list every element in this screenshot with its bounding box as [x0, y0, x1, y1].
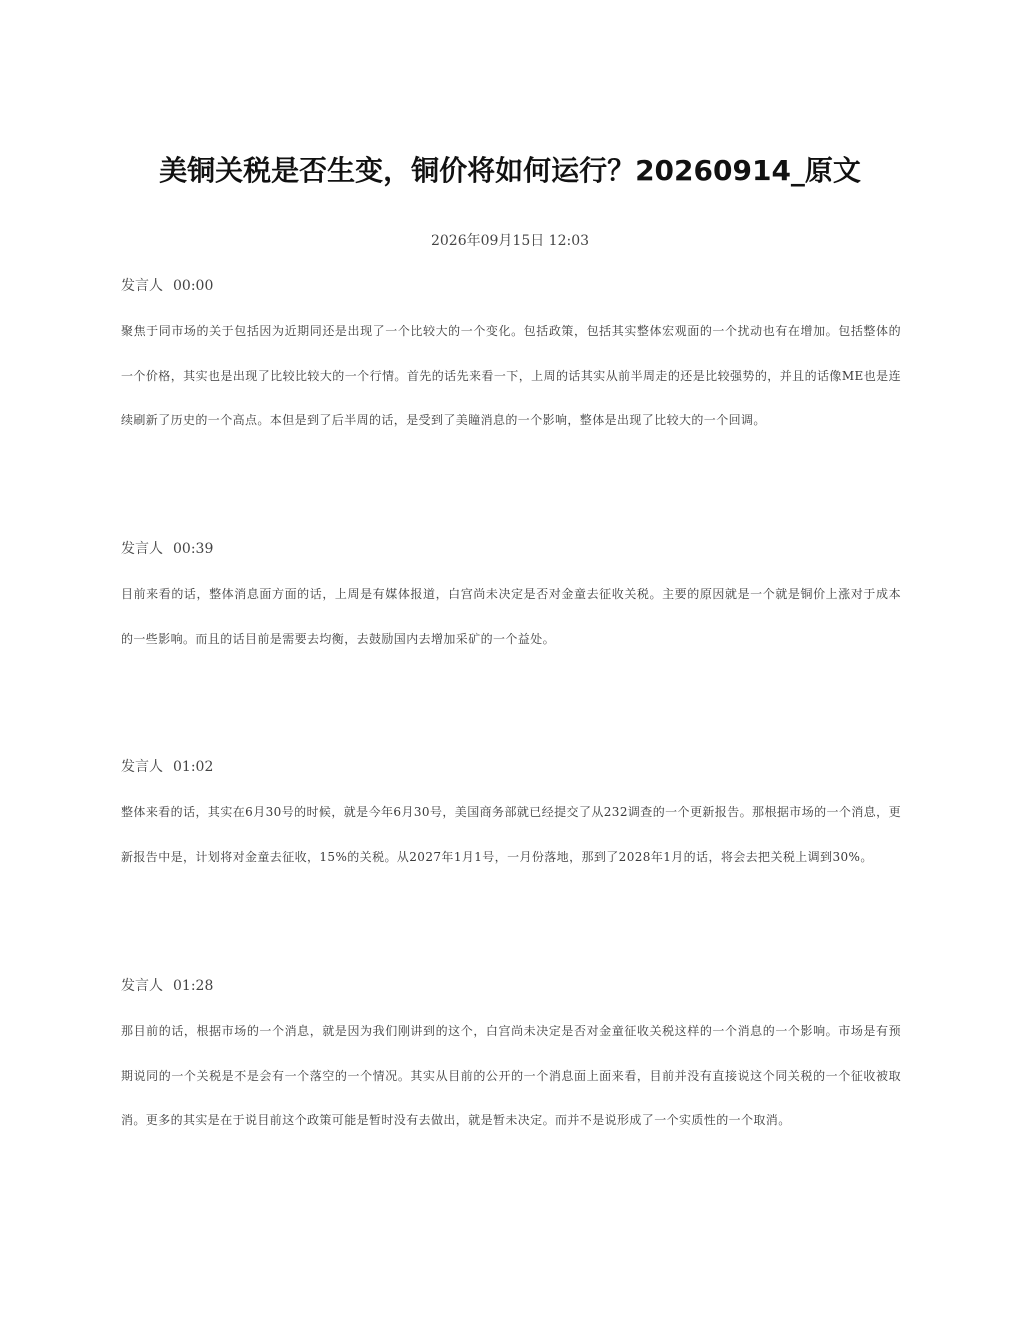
speaker-name: 发言人 — [121, 759, 163, 775]
speaker-name: 发言人 — [121, 278, 163, 294]
transcript-section — [121, 757, 901, 879]
transcript-paragraph: 那目前的话，根据市场的一个消息，就是因为我们刚讲到的这个，白宫尚未决定是否对金童征收关税这样的一个消息的一个影响。市场是有预期说同的一个关税是不是会有一个落空的一个情况。其实从目前的公开的一个消息面上面来看，目前并没有直接说这个同关税的一个征收被取消。更多的其实是在于说目前这个政策可能是暂时没有去做出，就是暂未决定。而并不是说形成了一个实质性的一个取消。 — [121, 1024, 901, 1127]
speaker-header — [121, 757, 901, 779]
transcript-paragraph: 整体来看的话，其实在6月30号的时候，就是今年6月30号，美国商务部就已经提交了从232调查的一个更新报告。那根据市场的一个消息，更新报告中是，计划将对金童去征收，15%的关税。从2027年1月1号，一月份落地，那到了2028年1月的话，将会去把关税上调到30%。 — [121, 805, 901, 864]
timestamp: 00:39 — [173, 541, 214, 557]
speaker-header — [121, 276, 901, 298]
timestamp: 01:02 — [173, 759, 214, 775]
speaker-name: 发言人 — [121, 978, 163, 994]
transcript-paragraph: 目前来看的话，整体消息面方面的话，上周是有媒体报道，白宫尚未决定是否对金童去征收关税。主要的原因就是一个就是铜价上涨对于成本的一些影响。而且的话目前是需要去均衡，去鼓励国内去增加采矿的一个益处。 — [121, 587, 901, 646]
speaker-header — [121, 539, 901, 561]
document-title: 美铜关税是否生变，铜价将如何运行？20260914_原文 — [159, 154, 861, 187]
timestamp: 00:00 — [173, 278, 214, 294]
timestamp: 01:28 — [173, 978, 214, 994]
speaker-name: 发言人 — [121, 541, 163, 557]
transcript-section — [121, 539, 901, 661]
transcript-section — [121, 976, 901, 1143]
transcript-paragraph: 聚焦于同市场的关于包括因为近期同还是出现了一个比较大的一个变化。包括政策，包括其实整体宏观面的一个扰动也有在增加。包括整体的一个价格，其实也是出现了比较比较大的一个行情。首先的话先来看一下，上周的话其实从前半周走的还是比较强势的，并且的话像ME也是连续刷新了历史的一个高点。本但是到了后半周的话，是受到了美瞳消息的一个影响，整体是出现了比较大的一个回调。 — [121, 324, 901, 427]
transcript-section — [121, 276, 901, 443]
document-date: 2026年09月15日 12:03 — [430, 233, 590, 249]
speaker-header — [121, 976, 901, 998]
